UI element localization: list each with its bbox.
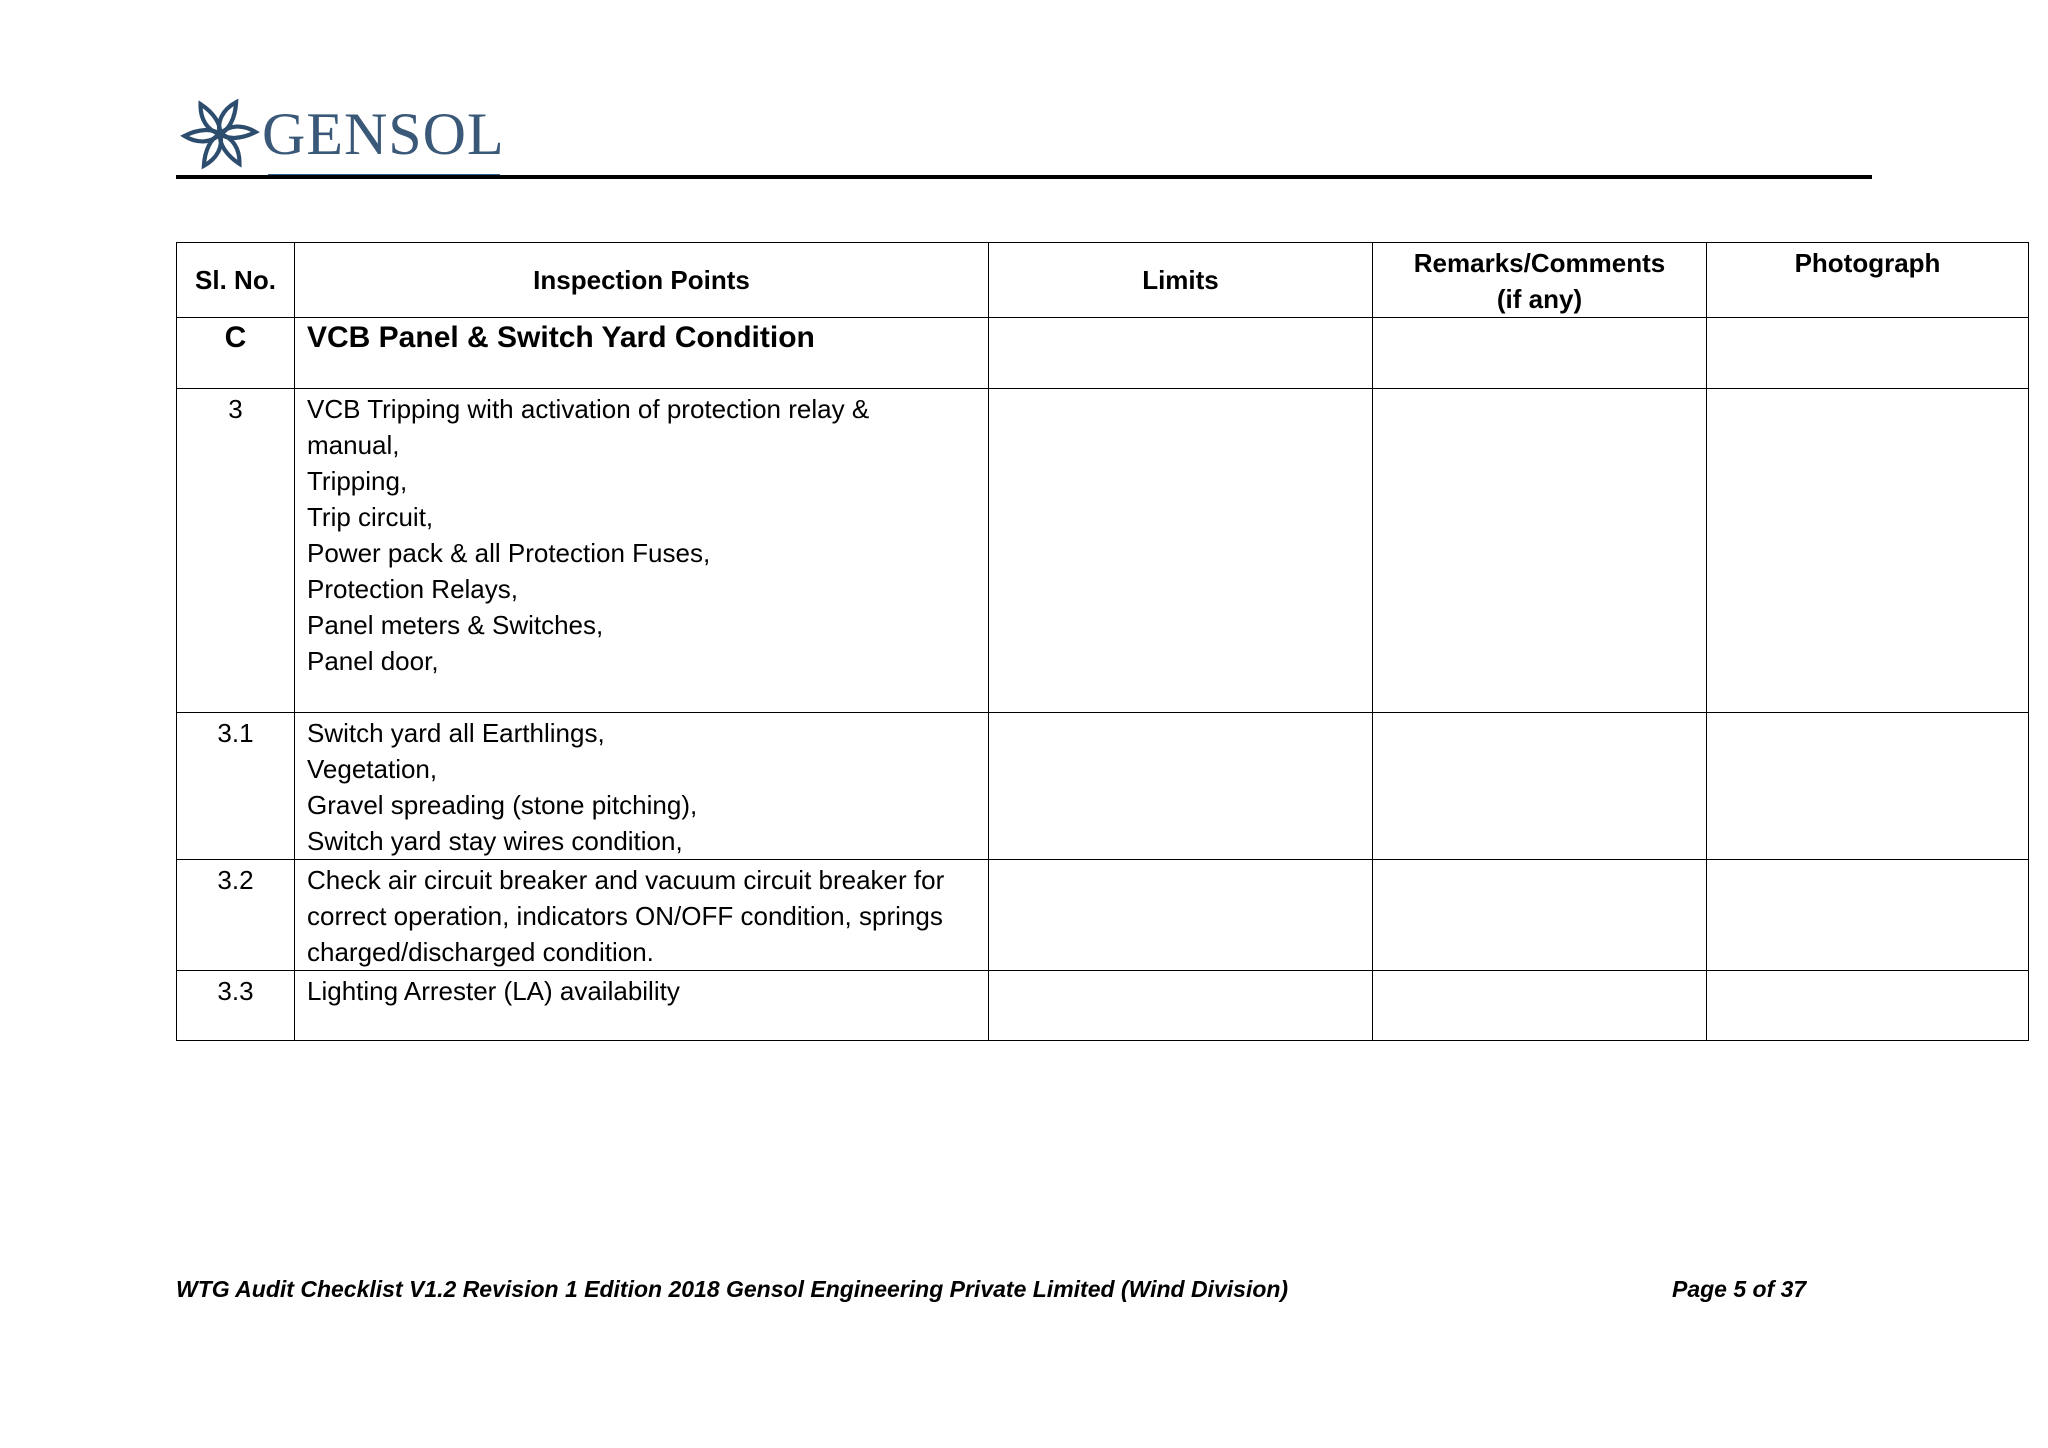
table-row	[177, 860, 2029, 971]
header-rule	[176, 175, 1872, 179]
table-row	[177, 971, 2029, 1041]
header-limits: Limits	[989, 243, 1373, 318]
inspection-line: Switch yard all Earthlings,	[307, 718, 605, 748]
inspection-line: Check air circuit breaker and vacuum circuit breaker for	[307, 865, 945, 895]
header-inspection-points: Inspection Points	[295, 243, 989, 318]
footer-document-title: WTG Audit Checklist V1.2 Revision 1 Edition 2018 Gensol Engineering Private Limited (Wind Division)	[176, 1276, 1289, 1302]
section-title: VCB Panel & Switch Yard Condition	[295, 318, 989, 389]
header-remarks	[1373, 243, 1707, 318]
inspection-line: correct operation, indicators ON/OFF condition, springs	[307, 901, 943, 931]
inspection-table	[176, 242, 2029, 1041]
flower-logo-icon	[178, 92, 262, 176]
limits-cell[interactable]	[989, 971, 1373, 1041]
limits-cell[interactable]	[989, 318, 1373, 389]
inspection-line: Switch yard stay wires condition,	[307, 826, 683, 856]
section-row	[177, 318, 2029, 389]
section-sl: C	[177, 318, 295, 389]
remarks-cell[interactable]	[1373, 860, 1707, 971]
photograph-cell[interactable]	[1707, 713, 2029, 860]
header-photograph: Photograph	[1707, 243, 2029, 318]
limits-cell[interactable]	[989, 713, 1373, 860]
inspection-line: Panel door,	[307, 646, 439, 676]
header-remarks-line2: (if any)	[1496, 284, 1583, 314]
photograph-cell[interactable]	[1707, 318, 2029, 389]
inspection-line: Trip circuit,	[307, 502, 434, 532]
table-row	[177, 389, 2029, 713]
header-sl-no: Sl. No.	[177, 243, 295, 318]
inspection-line: Protection Relays,	[307, 574, 518, 604]
row-sl: 3.1	[177, 713, 295, 860]
remarks-cell[interactable]	[1373, 971, 1707, 1041]
remarks-cell[interactable]	[1373, 389, 1707, 713]
remarks-cell[interactable]	[1373, 713, 1707, 860]
remarks-cell[interactable]	[1373, 318, 1707, 389]
inspection-line: Vegetation,	[307, 754, 438, 784]
inspection-line: charged/discharged condition.	[307, 937, 654, 967]
inspection-line: VCB Tripping with activation of protection relay &	[307, 394, 870, 424]
footer-page-number: Page 5 of 37	[1672, 1276, 1807, 1302]
inspection-line: Gravel spreading (stone pitching),	[307, 790, 698, 820]
header-remarks-line1: Remarks/Comments	[1413, 248, 1666, 278]
row-inspection-points	[295, 971, 989, 1041]
limits-cell[interactable]	[989, 389, 1373, 713]
inspection-line: Power pack & all Protection Fuses,	[307, 538, 711, 568]
inspection-line: Panel meters & Switches,	[307, 610, 604, 640]
row-sl: 3	[177, 389, 295, 713]
company-logo	[178, 92, 508, 176]
logo-wordmark: GENSOL	[262, 101, 505, 167]
photograph-cell[interactable]	[1707, 860, 2029, 971]
table-header-row	[177, 243, 2029, 318]
inspection-line: manual,	[307, 430, 400, 460]
row-sl: 3.2	[177, 860, 295, 971]
limits-cell[interactable]	[989, 860, 1373, 971]
row-inspection-points	[295, 713, 989, 860]
row-sl: 3.3	[177, 971, 295, 1041]
photograph-cell[interactable]	[1707, 971, 2029, 1041]
row-inspection-points	[295, 389, 989, 713]
inspection-line: Lighting Arrester (LA) availability	[307, 976, 680, 1006]
photograph-cell[interactable]	[1707, 389, 2029, 713]
inspection-line: Tripping,	[307, 466, 408, 496]
row-inspection-points	[295, 860, 989, 971]
table-row	[177, 713, 2029, 860]
